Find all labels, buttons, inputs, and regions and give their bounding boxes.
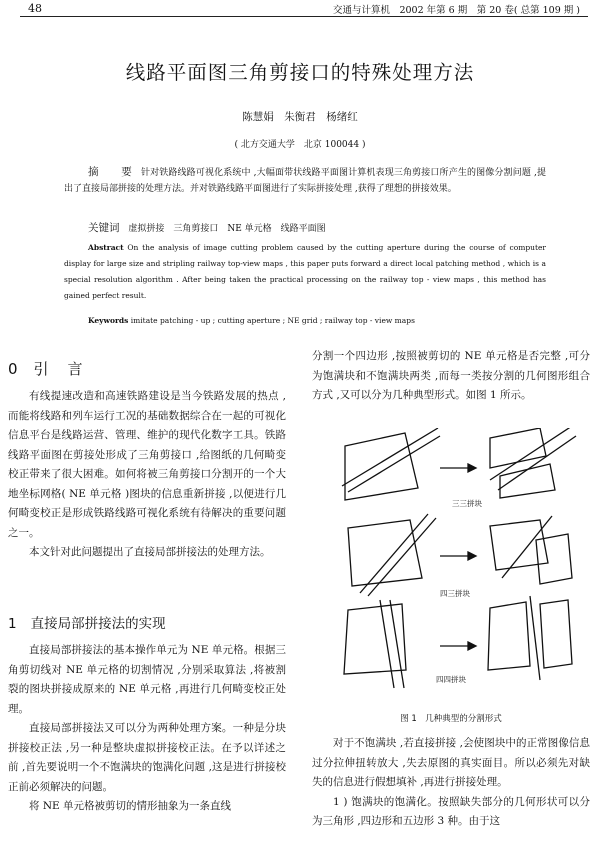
figure-shape <box>536 534 572 584</box>
paragraph: 分割一个四边形 ,按照被剪切的 NE 单元格是否完整 ,可分为饱满块和不饱满块两类 ,而每一类按分割的几何图形组合方式 ,又可以分为几种典型形式。如图 1 所示。 <box>312 350 590 401</box>
section-1-title: 直接局部拼接法的实现 <box>30 616 166 632</box>
right-column-top <box>312 347 590 406</box>
abstract-cn-label: 摘 要 <box>88 166 138 178</box>
figure-label: 四四拼块 <box>436 675 466 684</box>
arrow-head <box>468 464 476 472</box>
figure-shape <box>490 520 548 570</box>
journal-header: 交通与计算机 2002 年第 6 期 第 20 卷( 总第 109 期 ) <box>332 5 580 16</box>
abstract-cn-text: 针对铁路线路可视化系统中 ,大幅面带状线路平面图计算机表现三角剪接口所产生的图像分割问题 ,提出了直接局部拼接的处理方法。并对铁路线路平面图进行了实际拼接处理 ,获得了理想的拼接效果。 <box>64 168 546 194</box>
paragraph: 将 NE 单元格被剪切的情形抽象为一条直线 <box>29 800 232 812</box>
cut-line <box>348 436 440 492</box>
figure-1 <box>340 428 588 698</box>
figure-shape <box>488 602 530 670</box>
affiliation: ( 北方交通大学 北京 100044 ) <box>234 140 366 150</box>
paragraph: 1 ) 饱满块的饱满化。按照缺失部分的几何形状可以分为三角形 ,四边形和五边形 3 种。由于这 <box>312 795 590 827</box>
section-1-body <box>8 641 286 817</box>
section-1-heading <box>8 612 166 632</box>
section-0-heading <box>8 358 85 379</box>
paragraph: 本文针对此问题提出了直接局部拼接法的处理方法。 <box>29 546 271 558</box>
cut-line <box>368 518 436 596</box>
authors: 陈慧娟 朱衡君 杨绪红 <box>242 111 358 123</box>
section-1-number: 1 <box>8 616 17 632</box>
paragraph: 对于不饱满块 ,若直接拼接 ,会使图块中的正常图像信息过分拉伸扭转放大 ,失去原图的真实面目。所以必须先对缺失的信息进行假想填补 ,再进行拼接处理。 <box>312 737 590 788</box>
figure-shape <box>345 433 418 500</box>
keywords-en-label: Keywords <box>88 316 129 325</box>
paragraph: 直接局部拼接法又可以分为两种处理方案。一种是分块拼接校正法 ,另一种是整块虚拟拼接校正法。在予以详述之前 ,首先要说明一个不饱满块的饱满化问题 ,这是进行拼接校正前必须解决的问题。 <box>8 722 286 793</box>
paragraph: 直接局部拼接法的基本操作单元为 NE 单元格。根据三角剪切线对 NE 单元格的切割情况 ,分别采取算法 ,将被割裂的图块拼接成原来的 NE 单元格 ,再进行几何畸变校正处理。 <box>8 644 286 715</box>
right-column-bottom <box>312 734 590 832</box>
arrow-head <box>468 642 476 650</box>
cut-line <box>498 436 576 490</box>
section-0-title: 引 言 <box>33 360 85 378</box>
abstract-en <box>64 240 546 304</box>
cut-line <box>530 596 540 680</box>
keywords-cn-text: 虚拟拼接 三角剪接口 NE 单元格 线路平面图 <box>128 224 326 234</box>
section-0-number: 0 <box>8 360 20 378</box>
keywords-cn <box>64 220 546 235</box>
section-0-body <box>8 387 286 563</box>
keywords-en-text: imitate patching - up ; cutting aperture ; NE grid ; railway top - view maps <box>130 316 415 325</box>
header-rule <box>20 16 588 17</box>
keywords-cn-label: 关键词 <box>88 222 120 234</box>
page-number: 48 <box>28 2 42 15</box>
figure-label: 四三拼块 <box>440 589 470 598</box>
paragraph: 有线提速改造和高速铁路建设是当今铁路发展的热点 ,而能将线路和列车运行工况的基础数据综合在一起的可视化信息平台是线路运营、管理、维护的现代化数字工具。铁路线路平面图在剪接处形成了三角剪接口 ,给图纸的几何畸变校正带来了很大困难。如何将被三角剪接口分割开的一个大地坐标网格( NE 单元格 )图块的信息重新拼接 ,以便进行几何畸变校正是形成铁路线路可视化系统有待解决的重要问题之一。 <box>8 390 286 539</box>
abstract-cn <box>64 164 546 197</box>
keywords-en <box>64 316 546 325</box>
arrow-head <box>468 552 476 560</box>
paper-title: 线路平面图三角剪接口的特殊处理方法 <box>125 61 475 84</box>
abstract-en-label: Abstract <box>88 243 124 252</box>
figure-shape <box>540 600 572 668</box>
abstract-en-text: On the analysis of image cutting problem caused by the cutting aperture during the course of computer display for large size and stripling railway top-view maps , this paper puts forward a direct local patching method , which is a special resolution algorithm . After being taken the practical processing on the railway top - view maps , this method has gained perfect result. <box>64 243 546 300</box>
figure-caption: 图 1 几种典型的分割形式 <box>400 714 502 724</box>
figure-label: 三三拼块 <box>452 499 482 508</box>
